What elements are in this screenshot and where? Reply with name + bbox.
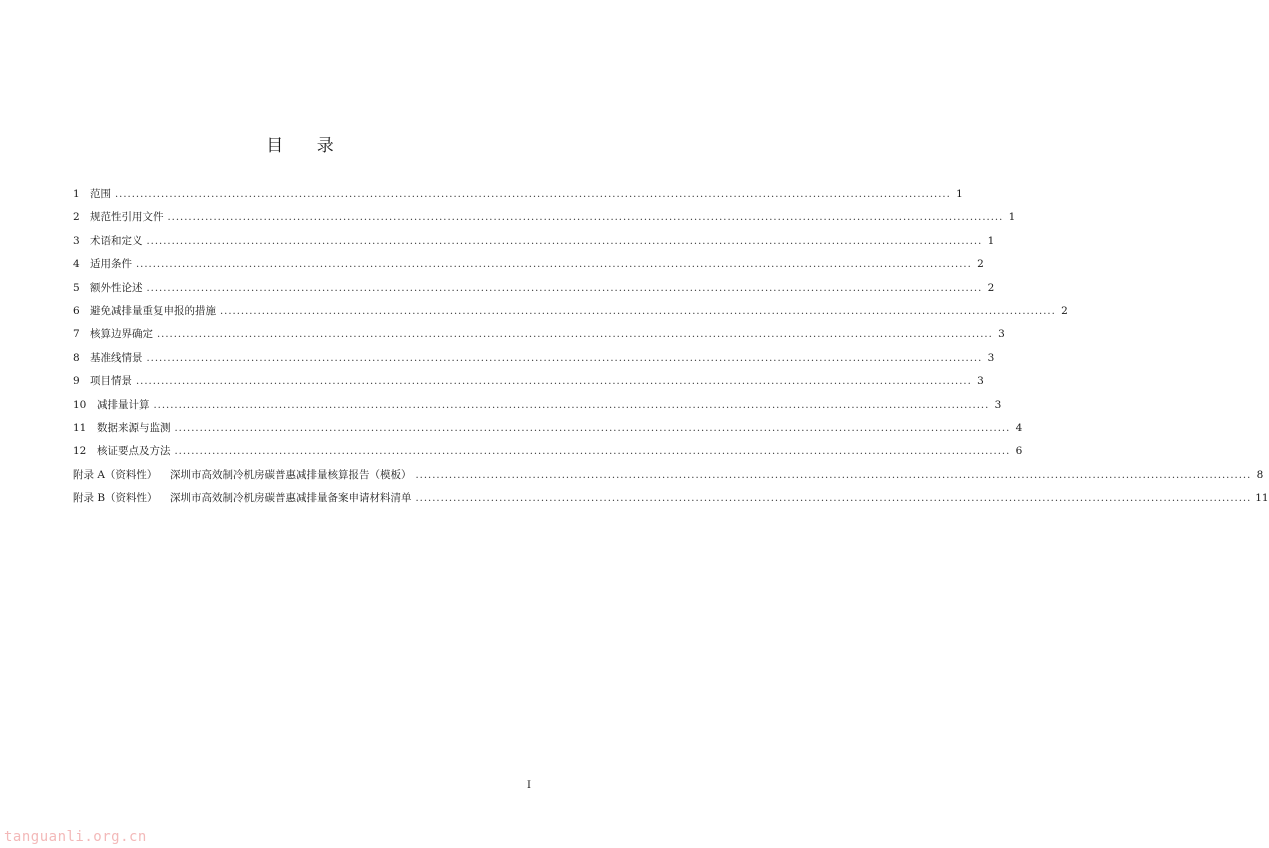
toc-entry-label: 额外性论述 xyxy=(90,281,143,294)
toc-entry-verification[interactable] xyxy=(73,443,1023,466)
toc-entry-number: 12 xyxy=(73,445,87,458)
toc-leader-dots: ........................................................................................................................................................................................................ xyxy=(146,352,983,364)
toc-entry-data-monitoring[interactable] xyxy=(73,420,1023,443)
toc-entry-page: 1 xyxy=(987,234,995,247)
toc-entry-page: 2 xyxy=(1061,304,1068,317)
toc-entry-label: 项目情景 xyxy=(90,375,132,388)
toc-entry-page: 11 xyxy=(1255,492,1269,505)
toc-leader-dots: ........................................................................................................................................................................................................ xyxy=(146,235,983,247)
toc-entry-number: 7 xyxy=(73,328,80,341)
toc-entry-page: 3 xyxy=(998,328,1005,341)
toc-entry-page: 4 xyxy=(1015,421,1023,434)
toc-leader-dots: ........................................................................................................................................................................................................ xyxy=(167,212,1004,224)
toc-entry-boundary[interactable] xyxy=(73,326,1005,349)
toc-entry-label: 避免减排量重复申报的措施 xyxy=(90,304,216,317)
toc-entry-label: 术语和定义 xyxy=(90,234,143,247)
toc-title: 目 录 xyxy=(266,136,348,156)
toc-entry-reduction-calculation[interactable] xyxy=(73,397,1002,420)
toc-leader-dots: ........................................................................................................................................................................................................ xyxy=(174,446,1011,458)
toc-entry-number: 9 xyxy=(73,375,80,388)
toc-leader-dots: ........................................................................................................................................................................................................ xyxy=(415,469,1252,481)
toc-leader-dots: ........................................................................................................................................................................................................ xyxy=(153,399,990,411)
toc-appendix-prefix: 附录 A（资料性） xyxy=(73,468,158,481)
toc-entry-page: 8 xyxy=(1256,468,1264,481)
toc-leader-dots: ........................................................................................................................................................................................................ xyxy=(146,282,983,294)
toc-entry-page: 3 xyxy=(994,398,1002,411)
toc-entry-number: 8 xyxy=(73,351,80,364)
toc-leader-dots: ........................................................................................................................................................................................................ xyxy=(157,329,993,341)
watermark: tanguanli.org.cn xyxy=(4,829,147,845)
toc-entry-page: 2 xyxy=(977,258,984,271)
toc-entry-number: 2 xyxy=(73,211,80,224)
toc-entry-page: 6 xyxy=(1015,445,1023,458)
toc-entry-appendix-b[interactable] xyxy=(73,490,1269,513)
toc-leader-dots: ........................................................................................................................................................................................................ xyxy=(115,189,951,200)
toc-entry-number: 3 xyxy=(73,234,80,247)
toc-entry-number: 10 xyxy=(73,398,87,411)
toc-entry-page: 1 xyxy=(1008,211,1016,224)
toc-leader-dots: ........................................................................................................................................................................................................ xyxy=(415,493,1252,505)
toc-entry-label: 基准线情景 xyxy=(90,351,143,364)
toc-entry-number: 1 xyxy=(73,188,80,200)
toc-entry-page: 3 xyxy=(987,351,995,364)
toc-entry-applicability[interactable] xyxy=(73,256,984,279)
toc-entry-normative-references[interactable] xyxy=(73,209,1016,232)
toc-leader-dots: ........................................................................................................................................................................................................ xyxy=(220,305,1056,317)
toc-entry-double-counting[interactable] xyxy=(73,303,1068,326)
toc-entry-number: 11 xyxy=(73,421,87,434)
toc-entry-label: 数据来源与监测 xyxy=(97,421,171,434)
toc-entry-number: 5 xyxy=(73,281,80,294)
toc-entry-scope[interactable] xyxy=(73,186,963,209)
toc-entry-label: 核证要点及方法 xyxy=(97,445,171,458)
toc-entry-terms-definitions[interactable] xyxy=(73,233,995,256)
toc-entry-page: 1 xyxy=(956,188,963,200)
toc-entry-baseline[interactable] xyxy=(73,350,995,373)
toc-leader-dots: ........................................................................................................................................................................................................ xyxy=(136,259,972,271)
toc-entry-label: 规范性引用文件 xyxy=(90,211,164,224)
toc-entry-label: 深圳市高效制冷机房碳普惠减排量备案申请材料清单 xyxy=(170,492,412,505)
toc-entry-label: 减排量计算 xyxy=(97,398,150,411)
toc-entry-page: 2 xyxy=(987,281,995,294)
toc-entry-label: 核算边界确定 xyxy=(90,328,153,341)
toc-entry-additionality[interactable] xyxy=(73,280,995,303)
toc-entry-label: 范围 xyxy=(90,188,111,200)
toc-leader-dots: ........................................................................................................................................................................................................ xyxy=(136,376,972,388)
table-of-contents xyxy=(73,186,1269,513)
toc-entry-number: 6 xyxy=(73,304,80,317)
toc-leader-dots: ........................................................................................................................................................................................................ xyxy=(174,422,1011,434)
toc-entry-project-scenario[interactable] xyxy=(73,373,984,396)
toc-entry-label: 适用条件 xyxy=(90,258,132,271)
toc-entry-number: 4 xyxy=(73,258,80,271)
toc-entry-page: 3 xyxy=(977,375,984,388)
toc-entry-appendix-a[interactable] xyxy=(73,467,1264,490)
page-number: I xyxy=(527,780,531,791)
toc-appendix-prefix: 附录 B（资料性） xyxy=(73,492,158,505)
toc-entry-label: 深圳市高效制冷机房碳普惠减排量核算报告（模板） xyxy=(170,468,412,481)
